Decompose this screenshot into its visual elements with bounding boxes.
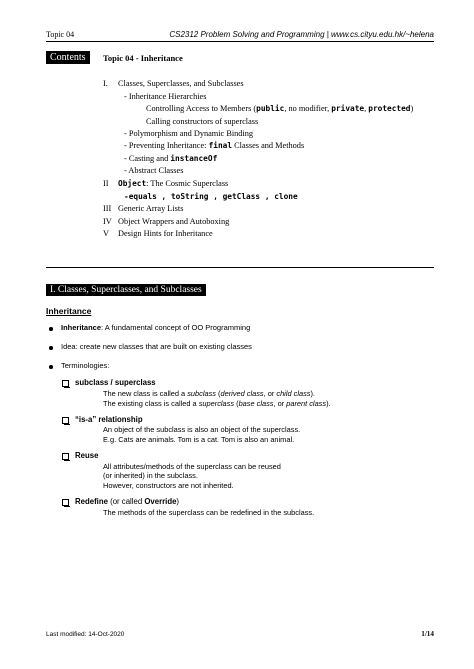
footer-modified: Last modified: 14-Oct-2020	[46, 631, 125, 638]
term-emph: parent class	[286, 398, 327, 408]
term-text: (	[215, 389, 221, 398]
toc-code: -equals , toString , getClass , clone	[124, 191, 298, 201]
toc-item	[124, 191, 298, 203]
checkbox-bullet-icon	[62, 499, 69, 506]
toc-text: Calling constructors of superclass	[146, 116, 259, 126]
toc-text: - Preventing Inheritance:	[124, 141, 209, 150]
term-title-bold: Redefine	[75, 497, 108, 506]
toc-text: Design Hints for Inheritance	[118, 229, 213, 238]
term-line: All attributes/methods of the superclass can be reused	[103, 461, 281, 471]
bullet-bold: Inheritance	[61, 323, 102, 332]
toc-item	[124, 140, 304, 152]
toc-item	[124, 153, 217, 165]
toc-number: II	[103, 178, 109, 188]
term-title-text: )	[176, 497, 180, 506]
term-text: ).	[310, 389, 315, 398]
bullet-text: : A fundamental concept of OO Programming	[101, 323, 251, 332]
toc-text: - Inheritance Hierarchies	[124, 91, 207, 101]
bullet-item: Idea: create new classes that are built on existing classes	[61, 342, 252, 351]
toc-code: public	[256, 104, 285, 113]
term-line	[103, 389, 315, 399]
bullet-item: Terminologies:	[61, 361, 110, 370]
toc-text: ,	[364, 104, 369, 113]
bullet-dot-icon	[49, 346, 53, 350]
term-emph: derived class	[220, 389, 264, 398]
toc-item	[103, 216, 230, 228]
contents-label: Contents	[46, 51, 90, 64]
bullet-dot-icon	[49, 365, 53, 369]
section-heading: Inheritance	[46, 306, 92, 316]
term-title-bold: Override	[144, 497, 177, 506]
toc-code: private	[331, 104, 365, 113]
term-text: The new class is called a	[103, 389, 188, 398]
term-title: Reuse	[75, 451, 99, 460]
toc-text: : The Cosmic Superclass	[146, 178, 229, 188]
toc-item	[103, 78, 244, 90]
checkbox-bullet-icon	[62, 417, 69, 424]
header-rule	[46, 41, 434, 42]
topic-title: Topic 04 - Inheritance	[103, 53, 183, 63]
term-emph: subclass	[187, 389, 216, 398]
toc-item	[124, 128, 253, 140]
term-text: (	[234, 398, 239, 408]
toc-item	[103, 178, 229, 190]
bullet-dot-icon	[49, 327, 53, 331]
toc-code: final	[208, 141, 233, 150]
term-line	[103, 399, 331, 409]
checkbox-bullet-icon	[62, 453, 69, 460]
term-line: However, constructors are not inherited.	[103, 480, 234, 490]
toc-text: Generic Array Lists	[118, 204, 184, 213]
toc-text: Classes, Superclasses, and Subclasses	[118, 79, 244, 88]
term-text: , or	[273, 398, 287, 408]
term-text: , or	[263, 389, 277, 398]
toc-text: Classes and Methods	[232, 141, 305, 150]
toc-text: - Polymorphism and Dynamic Binding	[124, 128, 254, 138]
toc-text: , no modifier,	[284, 104, 332, 113]
term-line: (or inherited) in the subclass.	[103, 471, 198, 480]
term-line: E.g. Cats are animals. Tom is a cat. Tom is also an animal.	[103, 434, 295, 444]
toc-text: Object Wrappers and Autoboxing	[118, 216, 230, 226]
toc-number: III	[103, 204, 112, 213]
toc-code: instanceOf	[170, 153, 218, 163]
toc-code: Object	[118, 178, 147, 188]
toc-item	[124, 165, 183, 177]
footer-page-number: 1/14	[421, 630, 434, 638]
bullet-item	[61, 323, 250, 332]
toc-item	[103, 203, 184, 215]
term-emph: base class	[238, 398, 274, 408]
toc-item	[146, 103, 413, 115]
toc-text: )	[410, 104, 414, 113]
toc-text: Controlling Access to Members (	[146, 104, 257, 113]
term-title-text: (or called	[107, 497, 145, 506]
toc-text: - Casting and	[124, 153, 171, 163]
toc-number: I.	[103, 79, 108, 88]
term-emph: child class	[276, 389, 311, 398]
term-text: The existing class is called a	[103, 398, 199, 408]
term-title: “is-a” relationship	[75, 415, 143, 424]
section-divider	[46, 267, 434, 268]
header-course: CS2312 Problem Solving and Programming | www.cs.cityu.edu.hk/~helena	[169, 30, 434, 39]
checkbox-bullet-icon	[62, 380, 69, 387]
toc-item	[146, 116, 258, 128]
term-text: ).	[326, 398, 331, 408]
toc-number: V	[103, 229, 109, 238]
toc-item	[103, 228, 213, 240]
toc-code: protected	[368, 104, 411, 113]
term-title	[75, 497, 179, 506]
toc-text: - Abstract Classes	[124, 166, 184, 175]
section-label: I. Classes, Superclasses, and Subclasses	[46, 284, 206, 296]
term-line: The methods of the superclass can be redefined in the subclass.	[103, 507, 315, 517]
term-line: An object of the subclass is also an object of the superclass.	[103, 425, 301, 434]
term-emph: superclass	[198, 398, 235, 408]
term-title: subclass / superclass	[75, 378, 156, 387]
toc-number: IV	[103, 216, 112, 226]
header-topic: Topic 04	[46, 30, 75, 39]
toc-item	[124, 91, 206, 103]
